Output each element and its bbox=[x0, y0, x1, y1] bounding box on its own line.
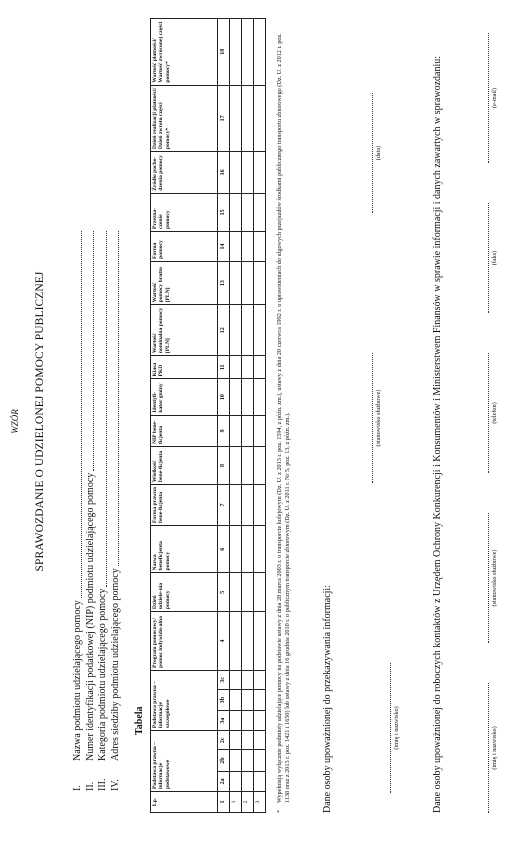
table-cell[interactable] bbox=[230, 85, 242, 152]
table-cell[interactable] bbox=[230, 379, 242, 415]
table-cell[interactable] bbox=[242, 415, 254, 446]
fill-line bbox=[364, 353, 373, 483]
table-cell[interactable] bbox=[242, 19, 254, 86]
table-cell[interactable] bbox=[230, 447, 242, 485]
fill-line bbox=[480, 353, 489, 473]
footnote-text: Wypełniają wyłącznie podmioty udzielające pomocy na podstawie ustawy z dnia 28 marca 2003 r. o transporcie kolejowym (Dz. U. z 2013 r. poz. 1594, z późn. zm.), ustawy z dnia 20 czerwca 1992 r. o uprawnieniach do ulgowych przejazdów środkami publicznego transportu zbiorowego (Dz. U. z 2012 r. poz. 1138 oraz z 2013 r. poz. 1421 i 1650) lub ustawy z dnia 16 grudnia 2010 r. o publicznym transporcie zbiorowym (Dz. U. z 2011 r. Nr 5, poz. 13, z późn. zm.). bbox=[276, 33, 291, 803]
email-caption: (e-mail) bbox=[491, 88, 498, 108]
column-number: 3a bbox=[218, 711, 230, 731]
col-payment-date: Dzień realizacji płatności/ Dzień zwrotu części pomocy* bbox=[151, 85, 218, 152]
entity-name-label: Nazwa podmiotu udzielającego pomocy bbox=[72, 600, 83, 761]
date-field[interactable] bbox=[364, 93, 382, 213]
table-row bbox=[254, 19, 266, 813]
fax-field[interactable] bbox=[480, 203, 498, 313]
table-cell[interactable] bbox=[254, 415, 266, 446]
table-header-row bbox=[151, 19, 218, 813]
col-source: Źródło pocho-dzenia pomocy bbox=[151, 152, 218, 194]
table-cell[interactable] bbox=[254, 232, 266, 262]
table-cell[interactable] bbox=[242, 612, 254, 671]
table-cell[interactable] bbox=[230, 573, 242, 612]
col-municipality-id: Identyfi-kator gminy bbox=[151, 379, 218, 415]
column-number: 6 bbox=[218, 526, 230, 573]
table-cell[interactable] bbox=[230, 356, 242, 379]
table-cell[interactable] bbox=[242, 261, 254, 305]
table-row bbox=[242, 19, 254, 813]
list-item: I. Nazwa podmiotu udzielającego pomocy bbox=[72, 231, 85, 791]
table-cell[interactable] bbox=[254, 152, 266, 194]
table-cell[interactable] bbox=[254, 670, 266, 689]
table-cell[interactable] bbox=[254, 356, 266, 379]
column-number-row bbox=[218, 19, 230, 813]
column-number: 7 bbox=[218, 485, 230, 526]
col-payment-value: Wartość płatności/ Wartość zwróconej części pomocy* bbox=[151, 19, 218, 86]
table-cell[interactable] bbox=[230, 261, 242, 305]
fill-line bbox=[110, 231, 120, 566]
table-cell[interactable] bbox=[242, 305, 254, 356]
table-cell[interactable] bbox=[230, 232, 242, 262]
column-number: 11 bbox=[218, 356, 230, 379]
table-cell[interactable] bbox=[230, 711, 242, 731]
column-number: 3c bbox=[218, 670, 230, 689]
col-nominal-value: Wartość nominalna pomocy [PLN] bbox=[151, 305, 218, 356]
table-cell[interactable] bbox=[230, 750, 242, 771]
position-caption: (stanowisko służbowe) bbox=[491, 549, 498, 607]
column-number: 8 bbox=[218, 447, 230, 485]
phone-field[interactable] bbox=[480, 353, 498, 473]
column-number: 12 bbox=[218, 305, 230, 356]
fill-line bbox=[382, 663, 391, 793]
table-cell[interactable] bbox=[254, 612, 266, 671]
row-number: 3 bbox=[254, 792, 266, 813]
column-number: 9 bbox=[218, 415, 230, 446]
row-number: 2 bbox=[242, 792, 254, 813]
column-number: 2a bbox=[218, 771, 230, 791]
column-number: 4 bbox=[218, 612, 230, 671]
fill-line bbox=[72, 231, 82, 598]
table-cell[interactable] bbox=[254, 485, 266, 526]
col-size: Wielkość bene-ficjenta bbox=[151, 447, 218, 485]
table-cell[interactable] bbox=[254, 379, 266, 415]
col-legal-form: Forma prawna bene-ficjenta bbox=[151, 485, 218, 526]
fill-line bbox=[97, 231, 107, 587]
col-program: Program pomocowy/ pomoc indywidu-alna bbox=[151, 612, 218, 671]
table-cell[interactable] bbox=[254, 85, 266, 152]
column-number: 18 bbox=[218, 19, 230, 86]
footnote-mark: * bbox=[276, 809, 283, 813]
column-number: 15 bbox=[218, 193, 230, 231]
table-cell[interactable] bbox=[242, 711, 254, 731]
table-cell[interactable] bbox=[230, 193, 242, 231]
table-cell[interactable] bbox=[230, 415, 242, 446]
table-cell[interactable] bbox=[254, 447, 266, 485]
section2-heading: Dane osoby upoważnionej do roboczych kontaktów z Urzędem Ochrony Konkurencji i Konsumentów i Ministerstwem Finansów w sprawie informacji i danych zawartych w sprawozdaniu: bbox=[432, 55, 443, 813]
table-cell[interactable] bbox=[254, 526, 266, 573]
table-cell[interactable] bbox=[254, 19, 266, 86]
col-legal-basis-basic: Podstawa prawna – informacje podstawowe bbox=[151, 731, 218, 792]
col-gross-value: Wartość pomocy brutto [PLN] bbox=[151, 261, 218, 305]
table-cell[interactable] bbox=[230, 152, 242, 194]
table-cell[interactable] bbox=[230, 612, 242, 671]
table-cell[interactable] bbox=[242, 526, 254, 573]
fax-caption: (faks) bbox=[491, 250, 498, 266]
table-cell[interactable] bbox=[254, 731, 266, 750]
table-cell[interactable] bbox=[230, 731, 242, 750]
list-item: III. Kategoria podmiotu udzielającego pomocy bbox=[97, 231, 110, 791]
column-number: 16 bbox=[218, 152, 230, 194]
fill-line bbox=[480, 513, 489, 643]
table-cell[interactable] bbox=[242, 447, 254, 485]
table-cell[interactable] bbox=[254, 193, 266, 231]
fill-line bbox=[480, 203, 489, 313]
table-cell[interactable] bbox=[230, 19, 242, 86]
table-cell[interactable] bbox=[242, 670, 254, 689]
name-caption: (imię i nazwisko) bbox=[491, 726, 498, 770]
table-cell[interactable] bbox=[230, 526, 242, 573]
reporting-entity-list bbox=[72, 231, 122, 791]
name-caption: (imię i nazwisko) bbox=[393, 706, 400, 750]
table-cell[interactable] bbox=[230, 305, 242, 356]
entity-category-label: Kategoria podmiotu udzielającego pomocy bbox=[97, 588, 108, 761]
table-cell[interactable] bbox=[254, 689, 266, 710]
column-number: 2b bbox=[218, 750, 230, 771]
col-pkd: Klasa PKD bbox=[151, 356, 218, 379]
column-number: 14 bbox=[218, 232, 230, 262]
list-item: II. Numer identyfikacji podatkowej (NIP) podmiotu udzielającego pomocy bbox=[85, 231, 98, 791]
position-field[interactable] bbox=[364, 353, 382, 483]
fill-line bbox=[85, 231, 95, 471]
table-cell[interactable] bbox=[230, 689, 242, 710]
position-field[interactable] bbox=[480, 513, 498, 643]
date-caption: (data) bbox=[375, 145, 382, 161]
col-grant-date: Dzień udziele-nia pomocy bbox=[151, 573, 218, 612]
row-number: 1 bbox=[230, 792, 242, 813]
table-cell[interactable] bbox=[242, 152, 254, 194]
column-number: 13 bbox=[218, 261, 230, 305]
column-number: 1 bbox=[218, 792, 230, 813]
table-cell[interactable] bbox=[242, 193, 254, 231]
template-label: WZÓR bbox=[10, 409, 20, 434]
table-cell[interactable] bbox=[242, 750, 254, 771]
email-field[interactable] bbox=[480, 33, 498, 163]
col-lp: Lp. bbox=[151, 792, 218, 813]
column-number: 17 bbox=[218, 85, 230, 152]
document-title: SPRAWOZDANIE O UDZIELONEJ POMOCY PUBLICZNEJ bbox=[34, 271, 46, 572]
name-field[interactable] bbox=[480, 683, 498, 813]
table-cell[interactable] bbox=[254, 750, 266, 771]
entity-address-label: Adres siedziby podmiotu udzielającego pomocy bbox=[109, 568, 121, 761]
section1-heading: Dane osoby upoważnionej do przekazywania informacji: bbox=[322, 585, 333, 813]
fill-line bbox=[480, 33, 489, 163]
column-number: 5 bbox=[218, 573, 230, 612]
position-caption: (stanowisko służbowe) bbox=[375, 389, 382, 447]
table-cell[interactable] bbox=[254, 261, 266, 305]
table-cell[interactable] bbox=[242, 731, 254, 750]
table-cell[interactable] bbox=[242, 85, 254, 152]
table-cell[interactable] bbox=[242, 573, 254, 612]
footnote bbox=[276, 23, 291, 813]
phone-caption: (telefon) bbox=[491, 402, 498, 424]
table-cell[interactable] bbox=[254, 573, 266, 612]
col-nip: NIP bene-ficjenta bbox=[151, 415, 218, 446]
entity-nip-label: Numer identyfikacji podatkowej (NIP) podmiotu udzielającego pomocy bbox=[84, 472, 96, 761]
fill-line bbox=[480, 683, 489, 813]
table-title: Tabela bbox=[134, 706, 145, 735]
col-purpose: Przezna-czenie pomocy bbox=[151, 193, 218, 231]
table-cell[interactable] bbox=[254, 771, 266, 791]
column-number: 3b bbox=[218, 689, 230, 710]
table-cell[interactable] bbox=[230, 670, 242, 689]
table-cell[interactable] bbox=[242, 232, 254, 262]
table-cell[interactable] bbox=[242, 379, 254, 415]
col-aid-form: Forma pomocy bbox=[151, 232, 218, 262]
table-cell[interactable] bbox=[242, 485, 254, 526]
table-cell[interactable] bbox=[242, 689, 254, 710]
list-item: IV. Adres siedziby podmiotu udzielającego pomocy bbox=[110, 231, 123, 791]
fill-line bbox=[364, 93, 373, 213]
aid-table bbox=[150, 18, 266, 813]
col-legal-basis-detailed: Podstawa prawna – informacje szczegółowe bbox=[151, 670, 218, 730]
table-cell[interactable] bbox=[254, 305, 266, 356]
table-cell[interactable] bbox=[254, 711, 266, 731]
name-field[interactable] bbox=[382, 663, 400, 793]
table-cell[interactable] bbox=[242, 356, 254, 379]
table-row bbox=[230, 19, 242, 813]
table-cell[interactable] bbox=[230, 485, 242, 526]
col-beneficiary-name: Nazwa beneficjenta pomocy bbox=[151, 526, 218, 573]
column-number: 10 bbox=[218, 379, 230, 415]
column-number: 2c bbox=[218, 731, 230, 750]
table-cell[interactable] bbox=[242, 771, 254, 791]
table-cell[interactable] bbox=[230, 771, 242, 791]
